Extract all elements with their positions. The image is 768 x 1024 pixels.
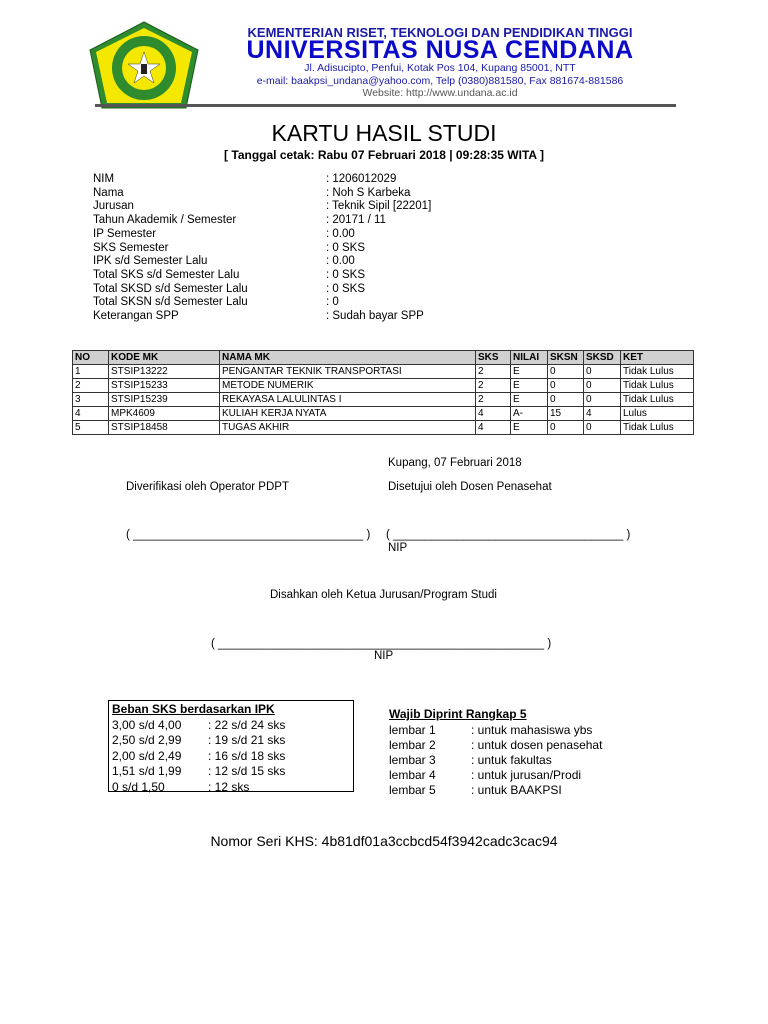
- table-cell: 0: [584, 379, 621, 393]
- table-cell: Tidak Lulus: [621, 421, 694, 435]
- info-label: IPK s/d Semester Lalu: [93, 255, 208, 268]
- info-label: Total SKSN s/d Semester Lalu: [93, 296, 248, 309]
- sks-load-row: [112, 733, 350, 749]
- copy-row-value: : untuk dosen penasehat: [471, 738, 603, 752]
- info-value: : Sudah bayar SPP: [326, 310, 424, 323]
- info-value: : 0 SKS: [326, 282, 365, 295]
- copy-row-label: lembar 1: [389, 723, 436, 737]
- ratified-label: Disahkan oleh Ketua Jurusan/Program Studi: [270, 589, 497, 601]
- info-label: Keterangan SPP: [93, 310, 179, 323]
- sks-load-box: [108, 700, 354, 792]
- info-label: NIM: [93, 173, 115, 185]
- info-label: SKS Semester: [93, 241, 169, 254]
- sks-load-row-value: : 12 sks: [208, 779, 250, 794]
- page-title: KARTU HASIL STUDI: [271, 120, 497, 146]
- info-value: : 0.00: [326, 227, 355, 240]
- copy-row-label: lembar 5: [389, 783, 436, 797]
- website: Website: http://www.undana.ac.id: [362, 87, 518, 99]
- copy-row: [389, 783, 602, 798]
- column-header: NILAI: [511, 351, 548, 365]
- table-cell: STSIP18458: [109, 421, 220, 435]
- table-cell: TUGAS AKHIR: [220, 421, 476, 435]
- info-value: : 0.00: [326, 255, 355, 268]
- serial-number: Nomor Seri KHS: 4b81df01a3ccbcd54f3942cadc3cac94: [210, 833, 558, 849]
- copy-row: [389, 768, 602, 783]
- table-cell: 0: [584, 421, 621, 435]
- table-cell: 2: [476, 379, 511, 393]
- column-header: NO: [73, 351, 109, 365]
- contact: e-mail: baakpsi_undana@yahoo.com, Telp (0380)881580, Fax 881674-881586: [256, 75, 624, 87]
- table-cell: 1: [73, 365, 109, 379]
- nip-head: NIP: [374, 650, 394, 662]
- column-header: SKSN: [548, 351, 584, 365]
- grades-table: [72, 350, 694, 435]
- column-header: KODE MK: [109, 351, 220, 365]
- table-row: [73, 407, 694, 421]
- info-value: : Teknik Sipil [22201]: [326, 200, 432, 213]
- sks-load-title: Beban SKS berdasarkan IPK: [112, 702, 275, 716]
- sks-load-row-value: : 16 s/d 18 sks: [208, 748, 286, 763]
- sks-load-row: [112, 780, 350, 796]
- copy-row: [389, 738, 602, 753]
- column-header: NAMA MK: [220, 351, 476, 365]
- table-cell: STSIP15239: [109, 393, 220, 407]
- table-cell: Lulus: [621, 407, 694, 421]
- table-cell: KULIAH KERJA NYATA: [220, 407, 476, 421]
- sks-load-row-label: 2,00 s/d 2,49: [112, 748, 182, 763]
- table-cell: 0: [584, 365, 621, 379]
- copy-row-value: : untuk mahasiswa ybs: [471, 723, 593, 737]
- university-logo: [86, 20, 202, 112]
- sks-load-row-label: 3,00 s/d 4,00: [112, 717, 182, 732]
- table-cell: E: [511, 379, 548, 393]
- sks-load-row-value: : 19 s/d 21 sks: [208, 733, 286, 747]
- sks-load-row-label: 1,51 s/d 1,99: [112, 764, 182, 778]
- table-cell: 4: [476, 421, 511, 435]
- copy-row: [389, 753, 602, 768]
- verified-label: Diverifikasi oleh Operator PDPT: [126, 481, 289, 493]
- place-date: Kupang, 07 Februari 2018: [388, 457, 522, 469]
- table-cell: 2: [476, 365, 511, 379]
- table-cell: 4: [584, 407, 621, 421]
- table-cell: A-: [511, 407, 548, 421]
- university-name: UNIVERSITAS NUSA CENDANA: [246, 36, 634, 64]
- table-cell: 0: [548, 393, 584, 407]
- info-value: : 0 SKS: [326, 241, 365, 254]
- info-value: : 1206012029: [326, 173, 397, 185]
- table-cell: REKAYASA LALULINTAS I: [220, 393, 476, 407]
- sks-load-row-value: : 12 s/d 15 sks: [208, 764, 286, 778]
- table-cell: STSIP13222: [109, 365, 220, 379]
- copy-row-label: lembar 3: [389, 753, 436, 767]
- sks-load-row-label: 0 s/d 1,50: [112, 779, 165, 794]
- sks-load-row-value: : 22 s/d 24 sks: [208, 717, 286, 732]
- table-cell: 4: [73, 407, 109, 421]
- info-value: : 0 SKS: [326, 268, 365, 281]
- info-value: : Noh S Karbeka: [326, 186, 411, 199]
- copy-row-label: lembar 4: [389, 768, 436, 782]
- info-label: Jurusan: [93, 200, 134, 213]
- address: Jl. Adisucipto, Penfui, Kotak Pos 104, Kupang 85001, NTT: [304, 62, 576, 74]
- table-cell: Tidak Lulus: [621, 393, 694, 407]
- table-cell: Tidak Lulus: [621, 379, 694, 393]
- signature-line-head: ( ___________________________________________________ ): [211, 638, 552, 650]
- info-label: Nama: [93, 186, 124, 199]
- column-header: SKS: [476, 351, 511, 365]
- table-cell: Tidak Lulus: [621, 365, 694, 379]
- table-cell: 0: [548, 365, 584, 379]
- info-label: Total SKS s/d Semester Lalu: [93, 268, 240, 281]
- table-row: [73, 393, 694, 407]
- copy-row-value: : untuk jurusan/Prodi: [471, 768, 582, 782]
- info-value: : 0: [326, 296, 339, 309]
- copy-row: [389, 723, 602, 738]
- table-cell: METODE NUMERIK: [220, 379, 476, 393]
- print-copies-title: Wajib Diprint Rangkap 5: [389, 707, 527, 721]
- table-cell: E: [511, 365, 548, 379]
- table-cell: 5: [73, 421, 109, 435]
- info-label: Total SKSD s/d Semester Lalu: [93, 282, 248, 295]
- ministry-name: KEMENTERIAN RISET, TEKNOLOGI DAN PENDIDIKAN TINGGI: [247, 25, 633, 40]
- sks-load-row-label: 2,50 s/d 2,99: [112, 733, 182, 747]
- table-cell: E: [511, 421, 548, 435]
- info-label: IP Semester: [93, 227, 157, 240]
- table-cell: MPK4609: [109, 407, 220, 421]
- copy-row-value: : untuk BAAKPSI: [471, 783, 562, 797]
- signature-line-operator: ( ____________________________________ ): [126, 529, 371, 541]
- table-cell: 0: [584, 393, 621, 407]
- table-cell: 0: [548, 421, 584, 435]
- table-cell: E: [511, 393, 548, 407]
- info-label: Tahun Akademik / Semester: [93, 214, 237, 227]
- sks-load-row: [112, 749, 350, 765]
- table-cell: 2: [476, 393, 511, 407]
- table-row: [73, 421, 694, 435]
- table-cell: 15: [548, 407, 584, 421]
- table-cell: STSIP15233: [109, 379, 220, 393]
- column-header: KET: [621, 351, 694, 365]
- signature-line-advisor: ( ____________________________________ ): [386, 529, 631, 541]
- table-cell: 0: [548, 379, 584, 393]
- table-cell: 4: [476, 407, 511, 421]
- print-copies: [389, 707, 602, 798]
- print-date: [ Tanggal cetak: Rabu 07 Februari 2018 | 09:28:35 WITA ]: [224, 148, 544, 162]
- sks-load-row: [112, 718, 350, 734]
- table-row: [73, 365, 694, 379]
- nip-advisor: NIP: [388, 542, 408, 554]
- sks-load-row: [112, 764, 350, 780]
- approved-label: Disetujui oleh Dosen Penasehat: [388, 481, 552, 493]
- copy-row-value: : untuk fakultas: [471, 753, 552, 767]
- table-cell: 2: [73, 379, 109, 393]
- header-divider: [95, 104, 676, 107]
- copy-row-label: lembar 2: [389, 738, 436, 752]
- info-value: : 20171 / 11: [326, 214, 386, 227]
- table-row: [73, 379, 694, 393]
- table-cell: 3: [73, 393, 109, 407]
- column-header: SKSD: [584, 351, 621, 365]
- table-cell: PENGANTAR TEKNIK TRANSPORTASI: [220, 365, 476, 379]
